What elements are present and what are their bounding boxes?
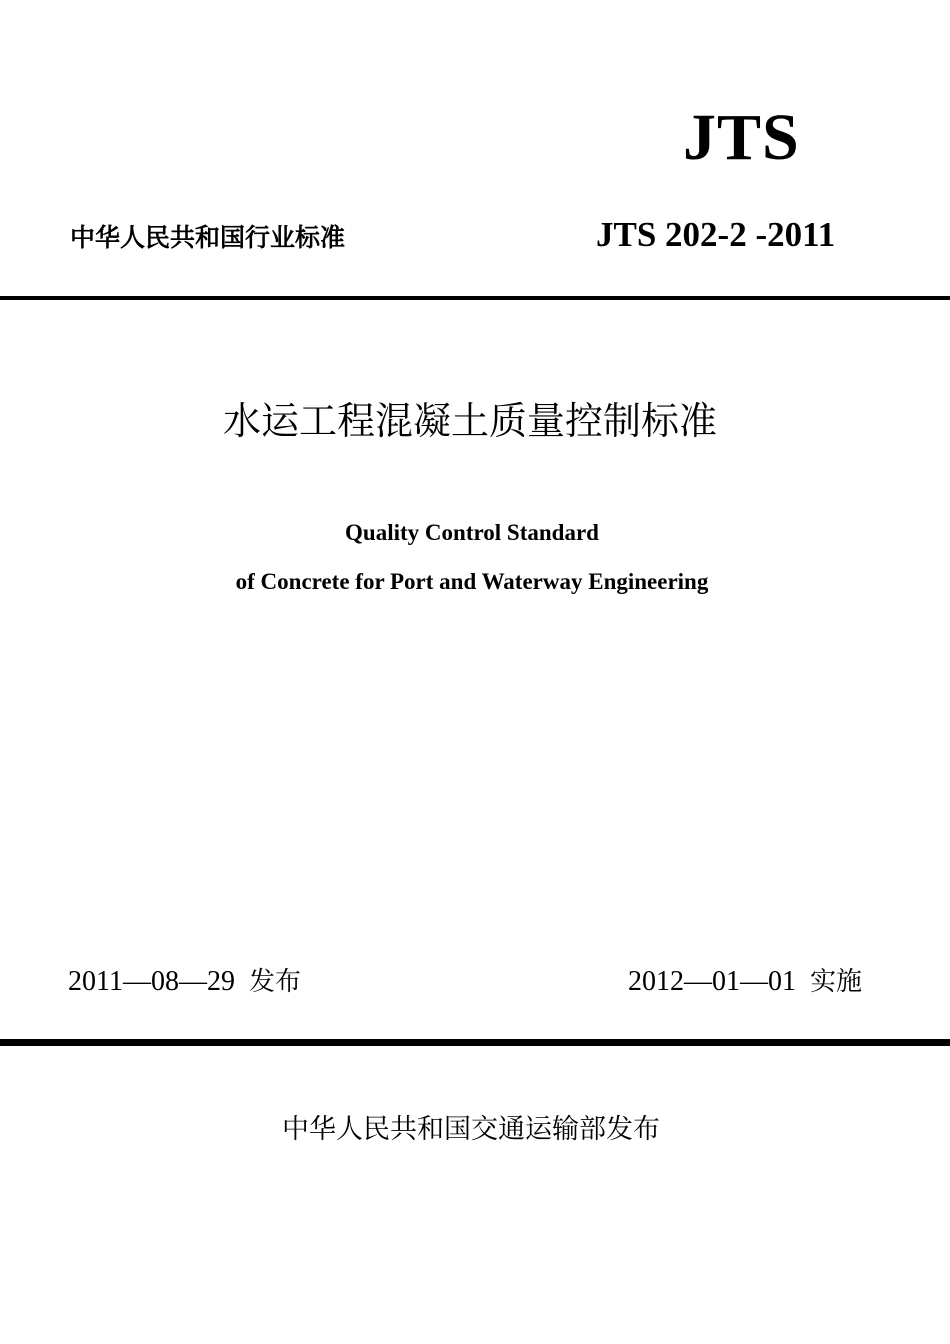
issue-date-block [68,963,301,1000]
document-title-english-line1: Quality Control Standard [345,520,599,545]
document-title-chinese: 水运工程混凝土质量控制标准 [222,399,717,443]
top-divider [0,296,950,300]
standard-category: 中华人民共和国行业标准 [70,223,346,252]
implementation-label: 实施 [810,967,863,997]
standard-code: JTS 202-2 -2011 [596,215,836,254]
publisher: 中华人民共和国交通运输部发布 [282,1114,660,1145]
issue-label: 发布 [248,967,301,997]
document-title-english-line2: of Concrete for Port and Waterway Engineering [235,569,709,594]
issue-date: 2011—08—29 [68,966,235,997]
implementation-date: 2012—01—01 [628,966,796,997]
implementation-date-block [628,963,862,1000]
brand-mark: JTS [683,101,800,174]
bottom-divider [0,1039,950,1046]
